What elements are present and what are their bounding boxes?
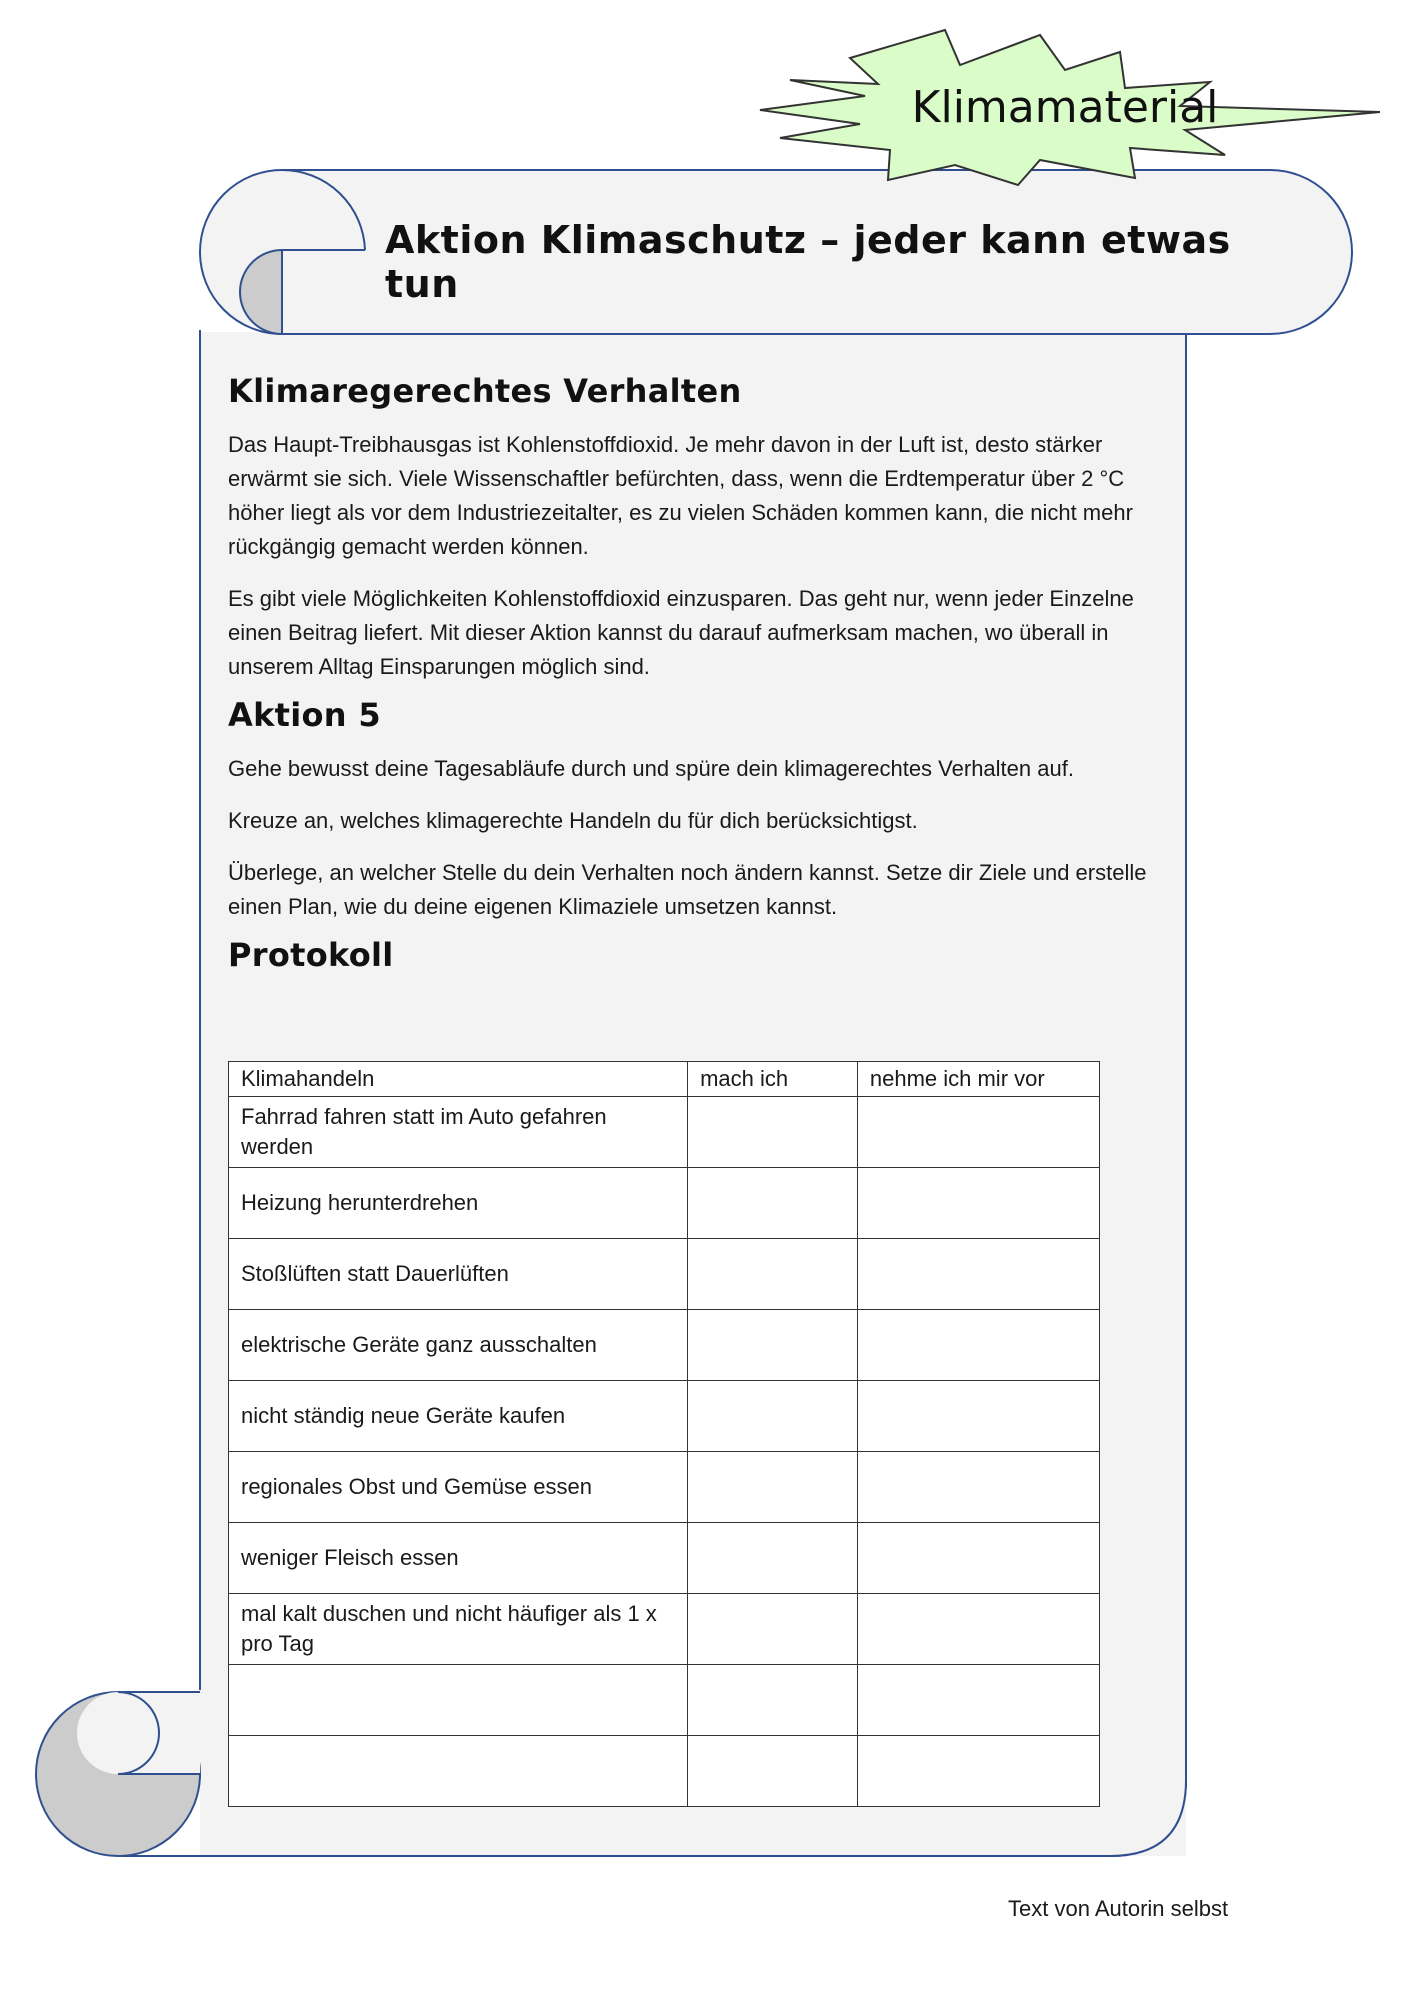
paragraph: Überlege, an welcher Stelle du dein Verhalten noch ändern kannst. Setze dir Ziele und erstelle einen Plan, wie du deine eigenen Klimaziele umsetzen kannst. bbox=[228, 860, 1147, 919]
table-header-row bbox=[229, 1062, 1100, 1097]
table-cell-mach-ich[interactable] bbox=[688, 1594, 858, 1665]
table-cell-action[interactable] bbox=[229, 1665, 688, 1736]
section-heading-verhalten: Klimaregerechtes Verhalten bbox=[228, 372, 742, 410]
section-heading-aktion: Aktion 5 bbox=[228, 696, 381, 734]
table-row bbox=[229, 1310, 1100, 1381]
table-cell-vorhaben[interactable] bbox=[857, 1239, 1099, 1310]
table-cell-vorhaben[interactable] bbox=[857, 1736, 1099, 1807]
table-cell-vorhaben[interactable] bbox=[857, 1665, 1099, 1736]
footer-credit: Text von Autorin selbst bbox=[1008, 1896, 1229, 1921]
table-cell-vorhaben[interactable] bbox=[857, 1523, 1099, 1594]
table-row bbox=[229, 1097, 1100, 1168]
table-cell-mach-ich[interactable] bbox=[688, 1168, 858, 1239]
table-cell-action: elektrische Geräte ganz ausschalten bbox=[229, 1310, 688, 1381]
table-cell-action: mal kalt duschen und nicht häufiger als 1 x pro Tag bbox=[229, 1594, 688, 1665]
table-cell-mach-ich[interactable] bbox=[688, 1452, 858, 1523]
table-row bbox=[229, 1523, 1100, 1594]
page-title: Aktion Klimaschutz – jeder kann etwas tun bbox=[385, 218, 1231, 306]
table-cell-action: regionales Obst und Gemüse essen bbox=[229, 1452, 688, 1523]
column-header: nehme ich mir vor bbox=[857, 1062, 1099, 1097]
badge-label: Klimamaterial bbox=[911, 82, 1219, 133]
table-row bbox=[229, 1452, 1100, 1523]
table-row-empty bbox=[229, 1665, 1100, 1736]
protokoll-table bbox=[228, 1061, 1100, 1807]
paragraph: Kreuze an, welches klimagerechte Handeln du für dich berücksichtigst. bbox=[228, 808, 918, 833]
table-cell-vorhaben[interactable] bbox=[857, 1594, 1099, 1665]
table-cell-vorhaben[interactable] bbox=[857, 1381, 1099, 1452]
column-header: mach ich bbox=[688, 1062, 858, 1097]
paragraph: Es gibt viele Möglichkeiten Kohlenstoffdioxid einzusparen. Das geht nur, wenn jeder Einzelne einen Beitrag liefert. Mit dieser Aktion kannst du darauf aufmerksam machen, wo überall in unserem Alltag Einsparungen möglich sind. bbox=[228, 586, 1134, 679]
table-cell-mach-ich[interactable] bbox=[688, 1097, 858, 1168]
table-row bbox=[229, 1168, 1100, 1239]
table-row bbox=[229, 1381, 1100, 1452]
content-area bbox=[228, 372, 1158, 992]
table-cell-action: Heizung herunterdrehen bbox=[229, 1168, 688, 1239]
table-cell-vorhaben[interactable] bbox=[857, 1310, 1099, 1381]
table-cell-action[interactable] bbox=[229, 1736, 688, 1807]
table-cell-mach-ich[interactable] bbox=[688, 1523, 858, 1594]
table-cell-action: nicht ständig neue Geräte kaufen bbox=[229, 1381, 688, 1452]
column-header: Klimahandeln bbox=[229, 1062, 688, 1097]
table-cell-mach-ich[interactable] bbox=[688, 1239, 858, 1310]
paragraph: Das Haupt-Treibhausgas ist Kohlenstoffdioxid. Je mehr davon in der Luft ist, desto stärker erwärmt sie sich. Viele Wissenschaftler befürchten, dass, wenn die Erdtemperatur über 2 °C höher liegt als vor dem Industriezeitalter, es zu vielen Schäden kommen kann, die nicht mehr rückgängig gemacht werden können. bbox=[228, 432, 1133, 559]
table-cell-vorhaben[interactable] bbox=[857, 1452, 1099, 1523]
table-cell-action: Stoßlüften statt Dauerlüften bbox=[229, 1239, 688, 1310]
table-row bbox=[229, 1594, 1100, 1665]
table-cell-mach-ich[interactable] bbox=[688, 1665, 858, 1736]
section-heading-protokoll: Protokoll bbox=[228, 936, 394, 974]
table-cell-vorhaben[interactable] bbox=[857, 1168, 1099, 1239]
table-cell-mach-ich[interactable] bbox=[688, 1381, 858, 1452]
paragraph: Gehe bewusst deine Tagesabläufe durch und spüre dein klimagerechtes Verhalten auf. bbox=[228, 756, 1074, 781]
table-cell-mach-ich[interactable] bbox=[688, 1310, 858, 1381]
table-row-empty bbox=[229, 1736, 1100, 1807]
table-cell-action: weniger Fleisch essen bbox=[229, 1523, 688, 1594]
table-cell-action: Fahrrad fahren statt im Auto gefahren werden bbox=[229, 1097, 688, 1168]
table-cell-vorhaben[interactable] bbox=[857, 1097, 1099, 1168]
table-cell-mach-ich[interactable] bbox=[688, 1736, 858, 1807]
table-row bbox=[229, 1239, 1100, 1310]
